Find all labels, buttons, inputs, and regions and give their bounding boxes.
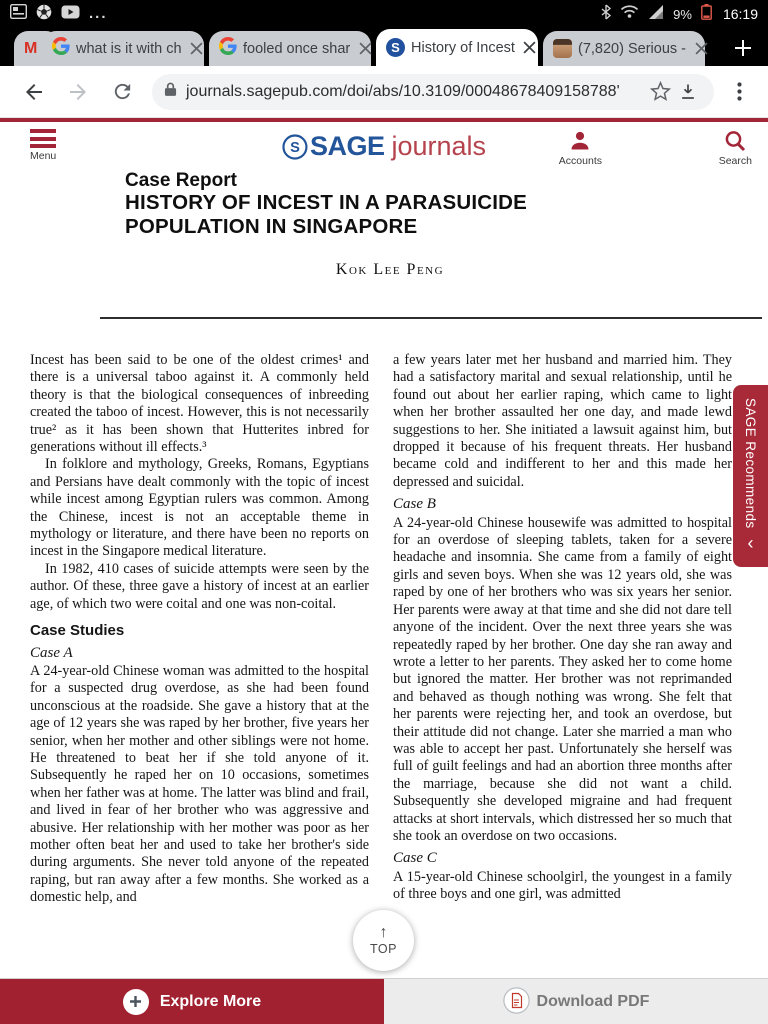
avatar xyxy=(553,39,572,58)
article-paragraph: A 24-year-old Chinese housewife was admitted to hospital for an overdose of sleeping tablets, taken for a severe headache and insomnia. She came from a family of eight girls and seven boys. When she was 12 years old, she was raped by one of her brothers who was six years her senior. Her parents were away at that time and she did not dare tell anyone of the incident. Over the next three years she was repeatedly raped by her brother. One day she ran away and wrote a letter to her parents. They asked her to come home but ignored the matter. Her brother was not reprimanded and behaved as though nothing was wrong. She felt that her parents were rejecting her, and took an overdose, but their attitude did not change. Later she married a man who was able to accept her past. Unfortunately she herself was full of guilt feelings and had an abortion three months after the marriage, because she did not want a child. Subsequently she developed migraine and had frequent attacks at short intervals, which distressed her so much that she took an overdose on two occasions. xyxy=(393,514,732,844)
back-to-top-button[interactable] xyxy=(353,910,414,971)
tab-title: History of Incest xyxy=(411,39,515,56)
tab-2[interactable] xyxy=(209,31,371,66)
close-icon[interactable] xyxy=(692,40,710,58)
forward-arrow-icon xyxy=(66,80,90,104)
title-divider xyxy=(100,317,762,319)
article-kicker: Case Report xyxy=(125,170,237,191)
svg-text:S: S xyxy=(290,139,300,156)
article-title xyxy=(125,191,527,239)
download-pdf-button[interactable] xyxy=(384,979,768,1024)
article-paragraph: A 24-year-old Chinese woman was admitted to the hospital for a suspected drug overdose, as she had been found unconscious at the roadside. She gave a history that at the age of 12 years she was raped by her brother, five years her senior, when her mother and other siblings were not home. He threatened to beat her if she told anyone of it. Subsequently he raped her on 10 occasions, sometimes when her father was at home. The latter was blind and frail, and lived in fear of her brother who was aggressive and abusive. Her relationship with her mother was poor as her mother often beat her and used to take her brother's side during arguments. She never told anyone of the repeated raping, but ran away after a few months. She worked as a domestic help, and xyxy=(30,662,369,906)
article-scan xyxy=(0,168,768,978)
accounts-button[interactable] xyxy=(559,129,602,167)
article-paragraph: Incest has been said to be one of the oldest crimes¹ and there is a universal taboo against it. A commonly held theory is that the biological consequences of inbreeding created the taboo of incest. However, this is not necessarily true² as it has been shown that Hutterites inbred for generations without ill effects.³ xyxy=(30,352,369,456)
case-heading: Case C xyxy=(393,850,437,867)
sage-circle-s-icon xyxy=(282,134,308,160)
tab-strip xyxy=(0,28,768,66)
battery-icon xyxy=(701,4,712,25)
sage-site-header xyxy=(0,118,768,168)
soccer-icon xyxy=(36,4,52,25)
person-icon xyxy=(568,129,592,153)
clock: 16:19 xyxy=(722,6,758,22)
download-page-button[interactable] xyxy=(674,78,702,106)
article-left-column xyxy=(30,352,369,978)
case-heading: Case B xyxy=(393,496,436,513)
search-label: Search xyxy=(718,155,752,167)
article-paragraph: In 1982, 410 cases of suicide attempts were seen by the author. Of these, three gave a history of incest at an earlier age, of which two were coital and one was non-coital. xyxy=(30,560,369,612)
article-title-line2: POPULATION IN SINGAPORE xyxy=(125,215,418,238)
google-icon xyxy=(219,37,237,60)
case-heading: Case A xyxy=(30,644,73,661)
article-columns xyxy=(30,352,732,978)
bookmark-button[interactable] xyxy=(646,78,674,106)
sage-recommends-label: SAGE Recommends xyxy=(743,398,758,529)
notification-icons xyxy=(10,4,108,25)
system-status-icons xyxy=(601,4,758,25)
url-bar[interactable] xyxy=(152,74,714,110)
article-paragraph: In folklore and mythology, Greeks, Romans, Egyptians and Persians have dealt commonly with the topic of incest while incest among Egyptian rulers was common. Among the Chinese, incest is not an acceptable theme in mythology or literature, and there have been no reports on incest in the Singapore medical literature. xyxy=(30,456,369,560)
explore-more-label: Explore More xyxy=(159,992,262,1010)
close-icon[interactable] xyxy=(521,39,539,57)
article-title-line1: HISTORY OF INCEST IN A PARASUICIDE xyxy=(125,191,528,214)
window-icon xyxy=(10,4,27,24)
search-button[interactable] xyxy=(719,129,752,167)
plus-icon xyxy=(732,37,754,59)
new-tab-button[interactable] xyxy=(732,37,754,62)
sage-journals-logo[interactable] xyxy=(282,131,486,162)
article-paragraph: A 15-year-old Chinese schoolgirl, the youngest in a family of three boys and one girl, was admitted xyxy=(393,868,732,903)
sage-recommends-flap[interactable] xyxy=(733,385,768,567)
kebab-icon xyxy=(737,82,742,101)
forward-button[interactable] xyxy=(56,72,100,112)
wifi-icon xyxy=(620,4,639,24)
search-icon xyxy=(723,129,747,153)
close-icon[interactable] xyxy=(356,40,374,58)
more-notifications-indicator: ... xyxy=(89,5,108,22)
bluetooth-icon xyxy=(601,4,611,25)
menu-label: Menu xyxy=(30,150,57,162)
browser-toolbar xyxy=(0,66,768,118)
reload-button[interactable] xyxy=(100,72,144,112)
download-pdf-label: Download PDF xyxy=(536,992,650,1010)
tab-title: fooled once shar xyxy=(243,40,351,57)
tab-1[interactable] xyxy=(42,31,204,66)
lock-icon xyxy=(164,81,177,102)
url-text: journals.sagepub.com/doi/abs/10.3109/00048678409158788' xyxy=(186,82,620,100)
google-icon xyxy=(52,37,70,60)
back-arrow-icon xyxy=(22,80,46,104)
top-label: TOP xyxy=(370,942,397,956)
youtube-icon xyxy=(61,5,80,24)
reload-icon xyxy=(111,80,134,103)
close-icon[interactable] xyxy=(188,40,206,58)
status-bar xyxy=(0,0,768,28)
tab-title: what is it with ch xyxy=(76,40,182,57)
explore-more-button[interactable] xyxy=(0,979,384,1024)
logo-sage-text: SAGE xyxy=(309,131,385,161)
plus-circle-icon xyxy=(123,989,149,1015)
browser-menu-button[interactable] xyxy=(722,72,756,112)
tab-4[interactable] xyxy=(543,31,705,66)
pdf-icon xyxy=(503,987,530,1017)
sage-icon: S xyxy=(386,38,405,57)
section-heading: Case Studies xyxy=(30,622,125,640)
up-arrow-icon: ↑ xyxy=(379,924,388,941)
article-author: Kok Lee Peng xyxy=(335,261,445,278)
star-icon xyxy=(650,81,671,102)
article-right-column xyxy=(393,352,732,978)
bottom-action-bar xyxy=(0,978,768,1024)
chevron-left-icon: ‹ xyxy=(747,532,754,553)
battery-percent: 9% xyxy=(673,6,692,22)
menu-button[interactable] xyxy=(30,129,56,162)
signal-icon xyxy=(648,5,664,24)
back-button[interactable] xyxy=(12,72,56,112)
article-paragraph: a few years later met her husband and married him. They had a satisfactory marital and sexual relationship, until he found out about her earlier raping, which came to light when her brother assaulted her one day, and made lewd suggestions to her. She initiated a lawsuit against him, but dropped it because of his frequent threats. Her husband became cold and indifferent to her and this made her depressed and suicidal. xyxy=(393,352,732,490)
accounts-label: Accounts xyxy=(558,155,602,167)
gmail-icon: M xyxy=(24,39,38,57)
logo-journals-text: journals xyxy=(391,131,487,161)
hamburger-icon xyxy=(30,129,56,148)
download-icon xyxy=(678,82,698,102)
tab-active-sage[interactable] xyxy=(376,29,538,66)
tab-title: (7,820) Serious - xyxy=(578,40,686,57)
